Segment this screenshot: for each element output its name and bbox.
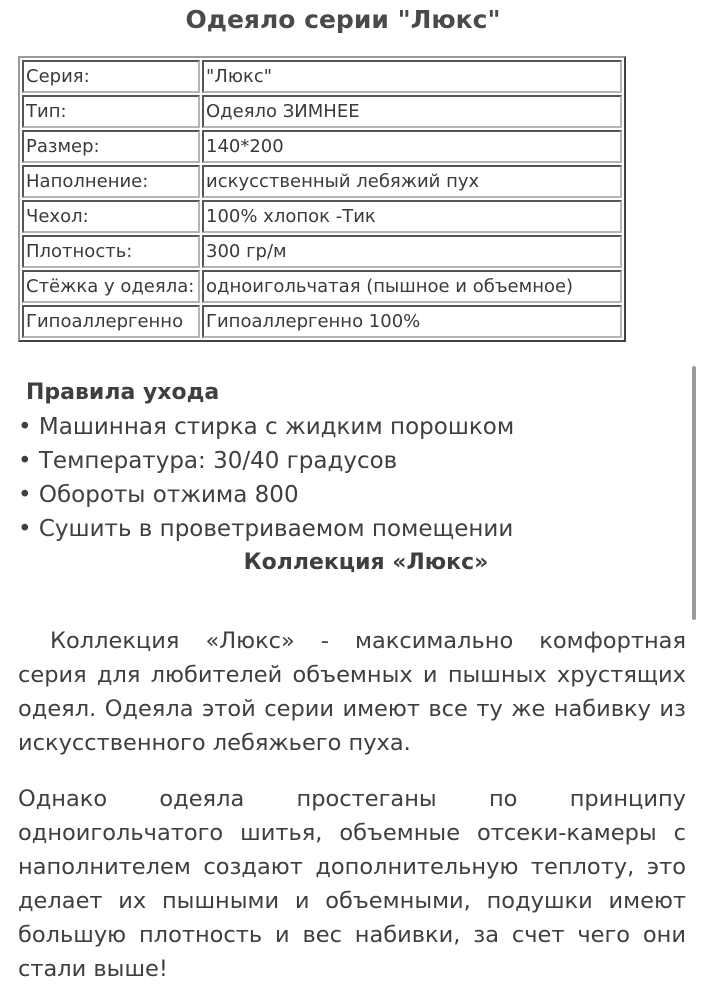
spec-key-cover: Чехол: [22,200,200,233]
table-row [22,235,622,268]
spec-value-stitching: одноигольчатая (пышное и объемное) [202,270,622,303]
collection-heading: Коллекция «Люкс» [243,550,489,575]
table-row [22,165,622,198]
spec-key-hypoallergenic: Гипоаллергенно [22,305,200,338]
care-heading: Правила ухода [26,380,220,405]
list-item: • Машинная стирка с жидким порошком [18,414,515,440]
spec-value-density: 300 гр/м [202,235,622,268]
spec-value-series: "Люкс" [202,60,622,93]
list-item: • Обороты отжима 800 [18,482,299,508]
spec-value-size: 140*200 [202,130,622,163]
spec-value-cover: 100% хлопок -Тик [202,200,622,233]
spec-key-size: Размер: [22,130,200,163]
list-item: • Сушить в проветриваемом помещении [18,516,514,542]
list-item: • Температура: 30/40 градусов [18,448,398,474]
scrollbar[interactable] [692,366,696,620]
spec-value-type: Одеяло ЗИМНЕЕ [202,95,622,128]
table-row [22,130,622,163]
table-row [22,95,622,128]
table-row [22,305,622,338]
spec-key-type: Тип: [22,95,200,128]
collection-paragraph: Однако одеяла простеганы по принципу одноигольчатого шитья, объемные отсеки-камеры с наполнителем создают дополнительную теплоту, это делает их пышными и объемными, подушки имеют большую плотность и вес набивки, за счет чего они стали выше! [18,786,686,982]
spec-key-stitching: Стёжка у одеяла: [22,270,200,303]
page-title: Одеяло серии "Люкс" [185,5,501,34]
care-list [18,410,514,546]
table-row [22,270,622,303]
spec-key-density: Плотность: [22,235,200,268]
spec-key-series: Серия: [22,60,200,93]
spec-key-filling: Наполнение: [22,165,200,198]
spec-value-filling: искусственный лебяжий пух [202,165,622,198]
spec-table [18,56,626,342]
spec-value-hypoallergenic: Гипоаллергенно 100% [202,305,622,338]
collection-paragraph: Коллекция «Люкс» - максимально комфортная серия для любителей объемных и пышных хрустящих одеял. Одеяла этой серии имеют все ту же набивку из искусственного лебяжьего пуха. [18,628,686,756]
table-row [22,200,622,233]
table-row [22,60,622,93]
